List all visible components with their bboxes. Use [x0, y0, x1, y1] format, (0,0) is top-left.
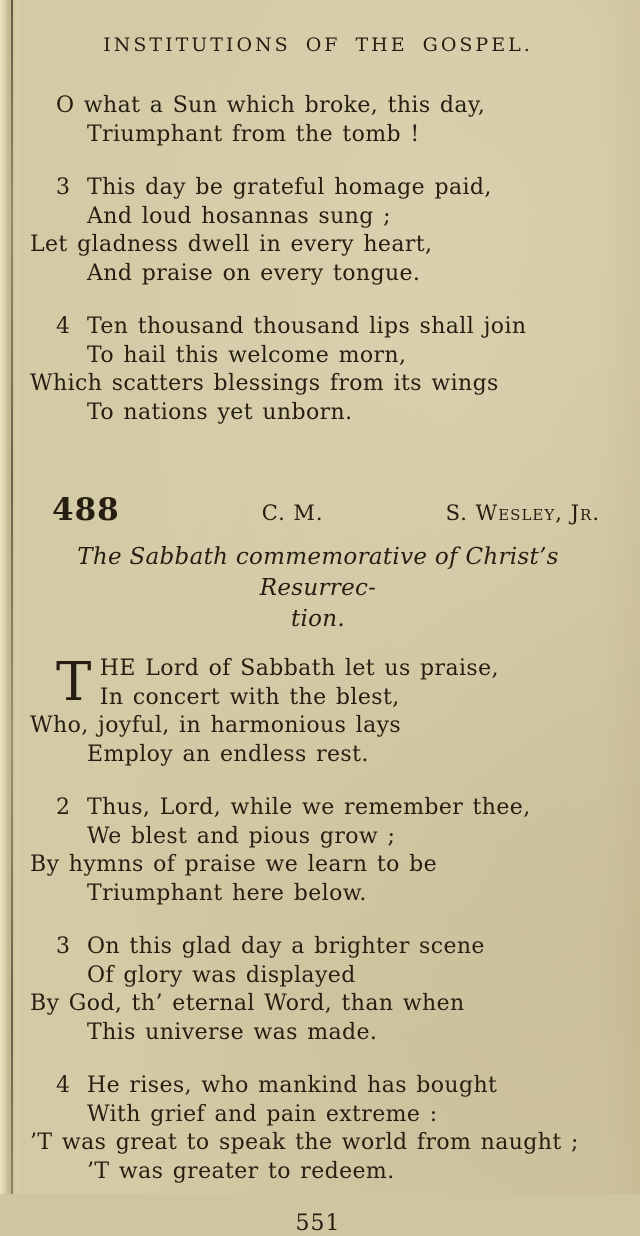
verse-line: And praise on every tongue.	[87, 260, 421, 286]
verse-line: This universe was made.	[87, 1019, 378, 1045]
verse-line: Who, joyful, in harmonious lays	[30, 713, 402, 738]
stanza-number: 2	[56, 795, 71, 820]
section-gap	[30, 452, 606, 492]
previous-hymn-stanza-4	[30, 313, 606, 427]
hymn-meter: C. M.	[261, 501, 324, 525]
verse-line	[30, 174, 606, 203]
verse-line: Let gladness dwell in every heart,	[30, 232, 433, 257]
hymn-title	[30, 542, 606, 635]
verse-line: Triumphant from the tomb !	[87, 121, 420, 147]
previous-hymn-stanza-partial	[30, 92, 606, 149]
hymn-title-line-1: The Sabbath commemorative of Christ’s Resurrec-	[77, 544, 559, 601]
dropcap-block	[30, 652, 606, 713]
hymn-stanza-4	[30, 1072, 606, 1186]
verse-text: This day be grateful homage paid,	[87, 175, 492, 200]
verse-line	[30, 794, 606, 823]
verse-line: Of glory was displayed	[87, 962, 356, 988]
verse-line: ’T was greater to redeem.	[87, 1158, 395, 1184]
verse-line: To hail this welcome morn,	[87, 342, 407, 368]
verse-line: ’T was great to speak the world from naught ;	[30, 1130, 579, 1155]
drop-cap: T	[56, 652, 92, 713]
verse-line: With grief and pain extreme :	[87, 1101, 438, 1127]
stanza-number: 4	[56, 314, 71, 339]
hymn-heading	[52, 492, 600, 528]
verse-line: And loud hosannas sung ;	[87, 203, 391, 229]
running-header: INSTITUTIONS OF THE GOSPEL.	[103, 34, 533, 56]
verse-line	[30, 933, 606, 962]
hymn-stanza-1	[30, 652, 606, 769]
verse-line: Which scatters blessings from its wings	[30, 371, 499, 396]
verse-line: We blest and pious grow ;	[87, 823, 396, 849]
stanza-number: 3	[56, 934, 71, 959]
verse-line: In concert with the blest,	[99, 684, 400, 710]
stanza-number: 4	[56, 1073, 71, 1098]
verse-line: By God, th’ eternal Word, than when	[30, 991, 465, 1016]
hymn-author: S. Wesley, Jr.	[445, 501, 600, 525]
page-number: 551	[295, 1211, 341, 1236]
verse-line	[30, 313, 606, 342]
hymn-title-line-2: tion.	[290, 606, 346, 632]
verse-line: Employ an endless rest.	[87, 741, 369, 767]
verse-text: Ten thousand thousand lips shall join	[87, 314, 527, 339]
verse-line: By hymns of praise we learn to be	[30, 852, 438, 877]
verse-line	[30, 1072, 606, 1101]
verse-text: Thus, Lord, while we remember thee,	[87, 795, 531, 820]
verse-line: HE Lord of Sabbath let us praise,	[99, 656, 499, 681]
stanza-number: 3	[56, 175, 71, 200]
verse-text: He rises, who mankind has bought	[87, 1073, 498, 1098]
verse-line: To nations yet unborn.	[87, 399, 353, 425]
hymn-stanza-2	[30, 794, 606, 908]
verse-line: Triumphant here below.	[87, 880, 367, 906]
hymn-number: 488	[52, 492, 120, 528]
hymn-stanza-3	[30, 933, 606, 1047]
previous-hymn-stanza-3	[30, 174, 606, 288]
verse-text: On this glad day a brighter scene	[87, 934, 485, 959]
dropcap-lines	[30, 652, 606, 713]
verse-line: O what a Sun which broke, this day,	[56, 93, 486, 118]
